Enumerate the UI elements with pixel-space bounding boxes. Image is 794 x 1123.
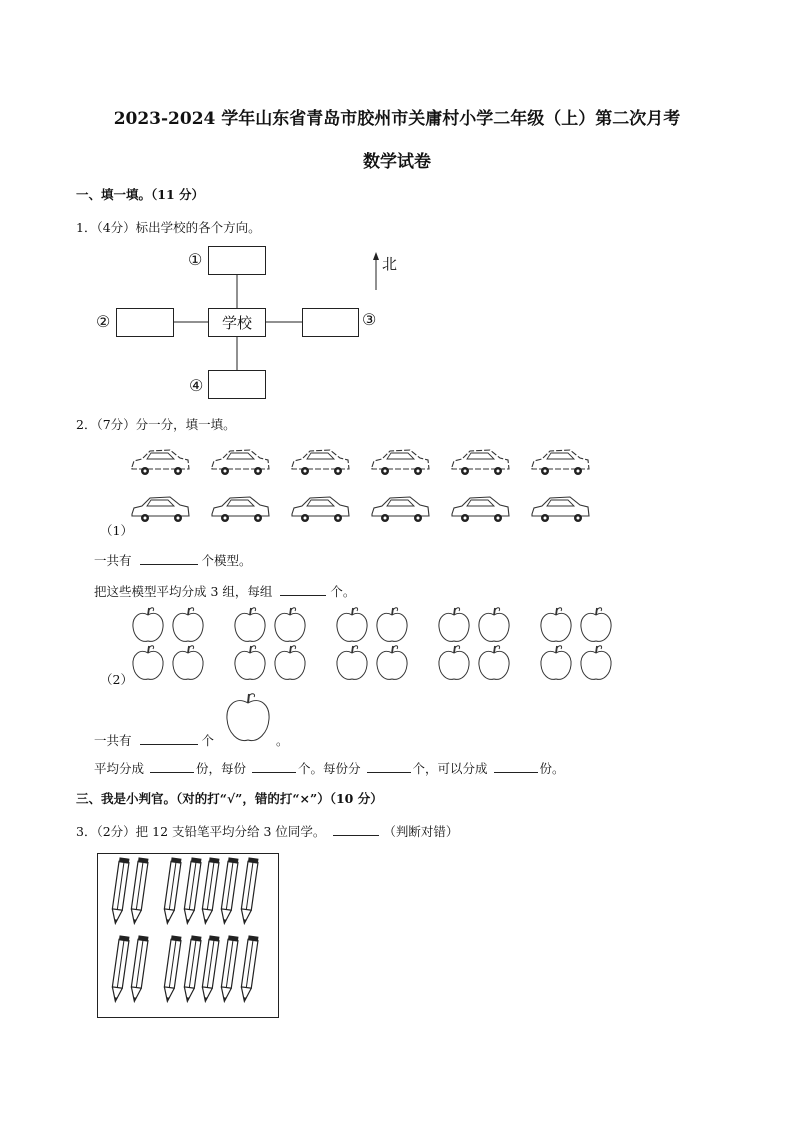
part-2-text-f: 个，可以分成 [412, 761, 488, 776]
pencil-icon [200, 935, 219, 1002]
page-title: 2023-2024 学年山东省青岛市胶州市关庸村小学二年级（上）第二次月考 [113, 109, 681, 129]
question-1-text: 1．（4分）标出学校的各个方向。 [76, 220, 261, 235]
pencil-icon [182, 857, 201, 924]
marker-3: ③ [362, 310, 377, 329]
part-1-text-a: 一共有 [94, 553, 132, 568]
part-1-label: （1） [100, 523, 133, 538]
pencil-icon [162, 935, 181, 1002]
pencil-icon [239, 857, 258, 924]
marker-4: ④ [189, 376, 204, 395]
question-3-text-a: 3．（2分）把 12 支铅笔平均分给 3 位同学。 [76, 824, 326, 839]
part-2-text-c: 平均分成 [94, 761, 145, 776]
pencil-icon [110, 857, 129, 924]
school-label: 学校 [221, 314, 252, 332]
marker-2: ② [96, 312, 111, 331]
part-2-text-g: 份。 [539, 761, 565, 776]
pencil-icon [129, 935, 148, 1002]
page-subtitle: 数学试卷 [363, 152, 431, 172]
part-1-text-b: 个模型。 [201, 553, 252, 568]
pencil-icon [239, 935, 258, 1002]
part-1-text-d: 个。 [330, 584, 356, 599]
part-2-period: 。 [276, 733, 289, 748]
pencil-icon [219, 935, 238, 1002]
pencil-icon [110, 935, 129, 1002]
part-2-text-b: 个 [201, 733, 215, 748]
part-1-text-c: 把这些模型平均分成 3 组，每组 [94, 584, 273, 599]
pencil-icon [182, 935, 201, 1002]
pencil-icon [200, 857, 219, 924]
question-3-text-b: （判断对错） [383, 824, 459, 839]
pencil-icon [219, 857, 238, 924]
pencil-icon [162, 857, 181, 924]
part-2-text-a: 一共有 [94, 733, 132, 748]
pencil-icon [129, 857, 148, 924]
part-2-label: （2） [100, 672, 133, 687]
marker-1: ① [188, 250, 203, 269]
north-label: 北 [382, 255, 398, 273]
question-2-text: 2．（7分）分一分，填一填。 [76, 417, 236, 432]
part-2-text-e: 个。每份分 [298, 761, 361, 776]
section-3-heading: 三、我是小判官。（对的打“√”，错的打“×”）（10 分） [76, 791, 383, 806]
part-2-text-d: 份，每份 [196, 761, 247, 776]
section-1-heading: 一、填一填。（11 分） [76, 187, 204, 202]
